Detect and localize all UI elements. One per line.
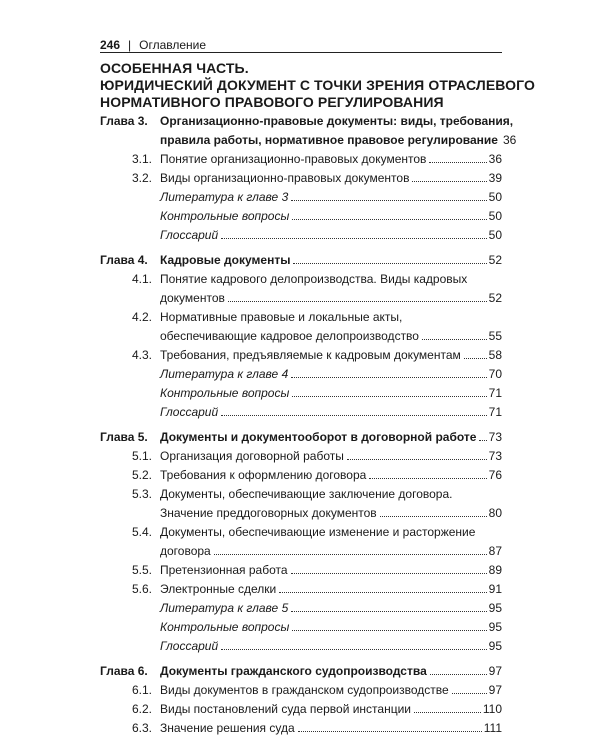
- part-heading-line-3: НОРМАТИВНОГО ПРАВОВОГО РЕГУЛИРОВАНИЯ: [100, 94, 444, 110]
- toc-entry-number: 3.1.: [131, 152, 152, 166]
- header-rule: [100, 52, 502, 53]
- dot-leader: [293, 262, 486, 264]
- toc-entry-title: Контрольные вопросы: [160, 620, 290, 634]
- toc-page-number: 97: [488, 683, 502, 697]
- toc-page-number: 110: [482, 702, 502, 716]
- toc-entry-extra: [100, 188, 502, 207]
- toc-entry-title: Организация договорной работы: [160, 449, 344, 463]
- dot-leader: [228, 300, 487, 302]
- toc-entry-title: Понятие организационно-правовых документов: [160, 152, 427, 166]
- toc-entry-section: [100, 561, 502, 580]
- toc-entry-chapter: [100, 251, 502, 270]
- toc-entry-section: [100, 681, 502, 700]
- part-heading: [100, 60, 535, 111]
- toc-entry-section: [100, 308, 502, 346]
- toc-entry-title: обеспечивающие кадровое делопроизводство: [160, 329, 419, 343]
- toc-page-number: 36: [502, 133, 517, 147]
- toc-entry-title: Электронные сделки: [160, 582, 277, 596]
- toc-entry-number: 6.3.: [131, 721, 152, 735]
- toc-entry-extra: [100, 637, 502, 656]
- toc-page-number: 52: [488, 291, 502, 305]
- dot-leader: [430, 673, 487, 675]
- toc-page-number: 97: [488, 664, 502, 678]
- toc-entry-title: Литература к главе 4: [160, 367, 289, 381]
- toc-entry-extra: [100, 599, 502, 618]
- toc-page-number: 76: [488, 468, 502, 482]
- toc-entry-number: 4.2.: [131, 310, 152, 324]
- toc-entry-section: [100, 523, 502, 561]
- toc-entry-extra: [100, 207, 502, 226]
- toc-entry-title: Требования, предъявляемые к кадровым документам: [160, 348, 461, 362]
- toc-entry-title: Глоссарий: [160, 228, 219, 242]
- toc-entry-section: [100, 270, 502, 308]
- dot-leader: [292, 629, 486, 631]
- toc-page-number: 36: [488, 152, 502, 166]
- toc-entry-number: 5.1.: [131, 449, 152, 463]
- toc-page-number: 95: [488, 639, 502, 653]
- toc-page-number: 55: [488, 329, 502, 343]
- dot-leader: [414, 711, 481, 713]
- toc-entry-title: договора: [160, 544, 211, 558]
- dot-leader: [221, 414, 487, 416]
- toc-entry-number: 5.6.: [131, 582, 152, 596]
- dot-leader: [422, 338, 487, 340]
- toc-entry-section: [100, 169, 502, 188]
- toc-page-number: 80: [488, 506, 502, 520]
- toc-entry-title: Кадровые документы: [160, 253, 291, 267]
- toc-entry-title: Литература к главе 3: [160, 190, 289, 204]
- dot-leader: [369, 477, 486, 479]
- toc-entry-number: 5.3.: [131, 487, 152, 501]
- toc-entry-title: Требования к оформлению договора: [160, 468, 367, 482]
- toc-page-number: 95: [488, 601, 502, 615]
- dot-leader: [291, 572, 487, 574]
- header-separator: |: [128, 38, 132, 52]
- dot-leader: [429, 161, 486, 163]
- toc-page-number: 89: [488, 563, 502, 577]
- toc-entry-section: [100, 700, 502, 719]
- toc-entry-section: [100, 466, 502, 485]
- dot-leader: [291, 610, 486, 612]
- dot-leader: [292, 395, 486, 397]
- toc-page-number: 95: [488, 620, 502, 634]
- toc-entry-number: Глава 3.: [100, 114, 148, 128]
- toc-entry-title: правила работы, нормативное правовое регулирование: [160, 133, 498, 147]
- toc-page-number: 73: [488, 430, 502, 444]
- toc-entry-title: Понятие кадрового делопроизводства. Виды кадровых: [160, 272, 468, 286]
- dot-leader: [279, 591, 486, 593]
- toc-entry-title: Претензионная работа: [160, 563, 288, 577]
- toc-entry-number: 6.1.: [131, 683, 152, 697]
- toc-entry-extra: [100, 618, 502, 637]
- toc-entry-chapter: [100, 428, 502, 447]
- part-heading-line-1: ОСОБЕННАЯ ЧАСТЬ.: [100, 60, 249, 76]
- toc-page-number: 71: [488, 405, 502, 419]
- dot-leader: [291, 199, 486, 201]
- toc-entry-chapter: [100, 662, 502, 681]
- toc-entry-title: Виды организационно-правовых документов: [160, 171, 410, 185]
- toc-entry-title: Значение решения суда: [160, 721, 295, 735]
- toc-entry-title: Виды документов в гражданском судопроизводстве: [160, 683, 449, 697]
- toc-entry-title: Глоссарий: [160, 405, 219, 419]
- toc-entry-section: [100, 580, 502, 599]
- toc-entry-extra: [100, 384, 502, 403]
- toc-page-number: 58: [488, 348, 502, 362]
- toc-entry-title: Документы, обеспечивающие изменение и расторжение: [160, 525, 476, 539]
- toc-entry-number: Глава 4.: [100, 253, 148, 267]
- toc-page-number: 111: [483, 721, 502, 735]
- toc-entry-extra: [100, 365, 502, 384]
- dot-leader: [298, 730, 482, 732]
- part-heading-line-2: ЮРИДИЧЕСКИЙ ДОКУМЕНТ С ТОЧКИ ЗРЕНИЯ ОТРАСЛЕВОГО: [100, 77, 535, 93]
- running-title: Оглавление: [139, 38, 207, 52]
- toc-page-number: 91: [488, 582, 502, 596]
- toc-entry-title: Документы гражданского судопроизводства: [160, 664, 427, 678]
- dot-leader: [221, 648, 487, 650]
- toc-entry-section: [100, 719, 502, 738]
- toc-page-number: 73: [488, 449, 502, 463]
- dot-leader: [292, 218, 486, 220]
- toc-entry-number: 5.5.: [131, 563, 152, 577]
- dot-leader: [412, 180, 486, 182]
- toc-entry-title: Контрольные вопросы: [160, 209, 290, 223]
- toc-entry-number: 4.1.: [131, 272, 152, 286]
- toc-entry-section: [100, 447, 502, 466]
- toc-entry-section: [100, 485, 502, 523]
- toc-entry-number: 3.2.: [131, 171, 152, 185]
- toc-page-number: 50: [488, 190, 502, 204]
- toc-entry-extra: [100, 226, 502, 245]
- toc-page-number: 50: [488, 228, 502, 242]
- toc-entry-title: Организационно-правовые документы: виды, требования,: [160, 114, 514, 128]
- toc-page-number: 87: [488, 544, 502, 558]
- toc-entry-title: Глоссарий: [160, 639, 219, 653]
- dot-leader: [479, 439, 486, 441]
- toc-page-number: 50: [488, 209, 502, 223]
- toc-page-number: 52: [488, 253, 502, 267]
- toc-entry-title: Контрольные вопросы: [160, 386, 290, 400]
- dot-leader: [214, 553, 487, 555]
- dot-leader: [291, 376, 486, 378]
- toc-entry-title: Нормативные правовые и локальные акты,: [160, 310, 403, 324]
- toc-entry-title: Документы, обеспечивающие заключение договора.: [160, 487, 453, 501]
- toc-entry-chapter: [100, 112, 517, 150]
- dot-leader: [464, 357, 487, 359]
- toc-page-number: 39: [488, 171, 502, 185]
- toc-entry-title: документов: [160, 291, 225, 305]
- toc-entry-number: 6.2.: [131, 702, 152, 716]
- toc-entry-number: Глава 6.: [100, 664, 148, 678]
- toc-entry-number: 5.2.: [131, 468, 152, 482]
- toc-entry-title: Значение преддоговорных документов: [160, 506, 377, 520]
- dot-leader: [347, 458, 487, 460]
- toc-entry-title: Литература к главе 5: [160, 601, 289, 615]
- toc-entry-extra: [100, 403, 502, 422]
- toc-page-number: 70: [488, 367, 502, 381]
- toc-entry-number: 4.3.: [131, 348, 152, 362]
- page-number: 246: [100, 38, 121, 52]
- toc-entry-title: Документы и документооборот в договорной работе: [160, 430, 477, 444]
- toc-entry-title: Виды постановлений суда первой инстанции: [160, 702, 411, 716]
- dot-leader: [452, 692, 487, 694]
- toc-entry-number: Глава 5.: [100, 430, 148, 444]
- toc-entry-section: [100, 150, 502, 169]
- toc-entry-number: 5.4.: [131, 525, 152, 539]
- dot-leader: [221, 237, 487, 239]
- dot-leader: [380, 515, 487, 517]
- toc-page-number: 71: [488, 386, 502, 400]
- toc-entry-section: [100, 346, 502, 365]
